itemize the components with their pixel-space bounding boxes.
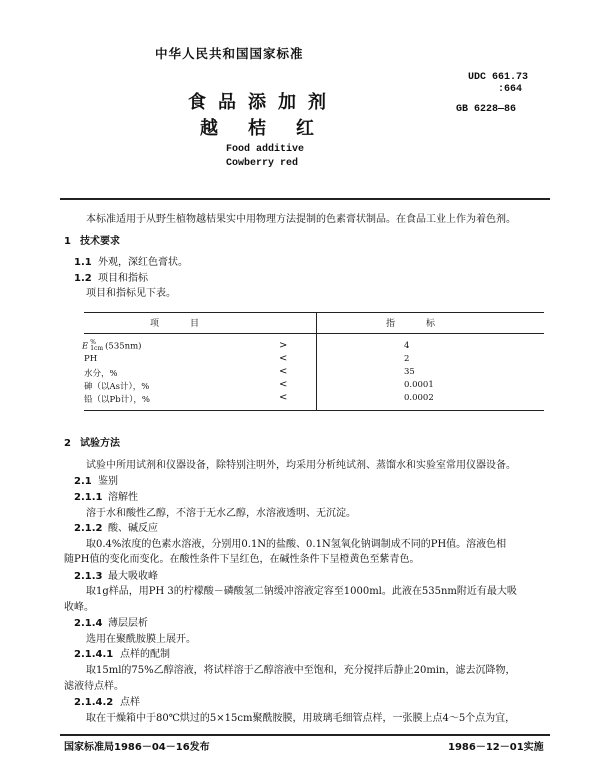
title-en-line1: Food additive: [226, 144, 305, 155]
gb-code: GB 6228—86: [456, 104, 517, 115]
sec213-text1: 取1g样品，用PH 3的柠檬酸－磷酸氢二钠缓冲溶液定容至1000ml。此液在535nm附近有最大吸: [86, 586, 517, 597]
table-row-item: PH: [84, 354, 98, 364]
table-row-value: 4: [404, 341, 410, 351]
table-top-rule: [84, 312, 544, 313]
sec214-title: 薄层层析: [108, 618, 148, 629]
sec21-num: 2.1: [74, 476, 92, 487]
sec213-num: 2.1.3: [74, 571, 103, 582]
table-row: [82, 340, 141, 352]
sec12-num: 1.2: [74, 273, 92, 284]
sec2141-num: 2.1.4.1: [74, 649, 114, 660]
table-bottom-rule: [84, 410, 544, 411]
sec11-text: 外观，深红色膏状。: [98, 257, 188, 268]
table-row-value: 0.0002: [404, 393, 434, 403]
sec11-num: 1.1: [74, 257, 92, 268]
sec212-text1: 取0.4%浓度的色素水溶液，分别用0.1N的盐酸、0.1N氢氧化钠调制成不同的PH值。溶液色相: [86, 539, 507, 550]
sec2142-num: 2.1.4.2: [74, 697, 114, 708]
sec2141-title: 点样的配制: [120, 649, 170, 660]
sec2-title: 试验方法: [80, 438, 120, 449]
sec212-title: 酸、碱反应: [108, 523, 158, 534]
sec2141-text2: 滤液待点样。: [64, 681, 124, 692]
table-row-item: 铅（以Pb计），%: [84, 395, 150, 405]
table-row-value: 2: [404, 354, 410, 364]
table-header-rule: [84, 333, 544, 334]
footer-approved: 国家标准局1986－04－16发布: [64, 742, 210, 753]
table-row-op: <: [279, 366, 288, 377]
sec213-title: 最大吸收峰: [108, 571, 158, 582]
title-cn-line1: 食品添加剂: [188, 92, 338, 113]
sec212-text2: 随PH值的变化而变化。在酸性条件下呈红色，在碱性条件下呈橙黄色至紫青色。: [64, 554, 420, 565]
udc-code-sub: :664: [498, 84, 523, 95]
sec2142-title: 点样: [120, 697, 140, 708]
sec2-intro: 试验中所用试剂和仪器设备，除特别注明外，均采用分析纯试剂、蒸馏水和实验室常用仪器设备。: [86, 460, 516, 471]
table-row-op: <: [279, 392, 288, 403]
issuer: 中华人民共和国国家标准: [155, 46, 304, 61]
table-header-index: 指 标: [386, 319, 437, 329]
table-row-op: <: [279, 353, 288, 364]
sec2141-text1: 取15ml的75%乙醇溶液，将试样溶于乙醇溶液中至饱和，充分搅拌后静止20min，滤去沉降物，: [86, 665, 516, 676]
title-en-line2: Cowberry red: [226, 158, 299, 169]
e-sub: 1cm: [90, 345, 104, 352]
table-col-divider: [316, 312, 317, 410]
sec1-title: 技术要求: [80, 236, 120, 247]
sec12-text: 项目和指标见下表。: [86, 288, 176, 299]
title-cn-line2: 越桔红: [200, 118, 344, 139]
table-row-value: 0.0001: [404, 380, 434, 390]
sec212-num: 2.1.2: [74, 523, 103, 534]
sec211-title: 溶解性: [108, 492, 138, 503]
intro-text: 本标准适用于从野生植物越桔果实中用物理方法提制的色素膏状制品。在食品工业上作为着色剂。: [86, 214, 516, 225]
sec12-title: 项目和指标: [98, 273, 148, 284]
sec211-num: 2.1.1: [74, 492, 103, 503]
table-row-value: 35: [404, 367, 415, 377]
table-row-item: 砷（以As计），%: [84, 382, 150, 392]
footer-effective: 1986－12－01实施: [448, 742, 544, 753]
sec2142-text: 取在干燥箱中于80℃烘过的5×15cm聚酰胺膜，用玻璃毛细管点样，一张膜上点4～5个点为宜，: [86, 713, 516, 724]
table-header-item: 项 目: [150, 319, 201, 329]
table-row-op: <: [279, 379, 288, 390]
table-row-op: >: [279, 340, 288, 351]
table-row-item: 水分，%: [84, 369, 118, 379]
e-symbol: E: [82, 341, 89, 352]
header-divider: [60, 198, 550, 200]
table-row-item: (535nm): [105, 341, 142, 352]
udc-code: UDC 661.73: [468, 72, 529, 83]
footer-divider: [60, 734, 550, 736]
e-sup: %: [90, 339, 96, 346]
sec21-title: 鉴别: [98, 476, 118, 487]
sec1-num: 1: [64, 236, 71, 247]
sec2-num: 2: [64, 438, 71, 449]
sec213-text2: 收峰。: [64, 602, 94, 613]
sec211-text: 溶于水和酸性乙醇，不溶于无水乙醇，水溶液透明、无沉淀。: [86, 508, 356, 519]
sec214-num: 2.1.4: [74, 618, 103, 629]
sec214-text: 选用在聚酰胺膜上展开。: [86, 634, 196, 645]
